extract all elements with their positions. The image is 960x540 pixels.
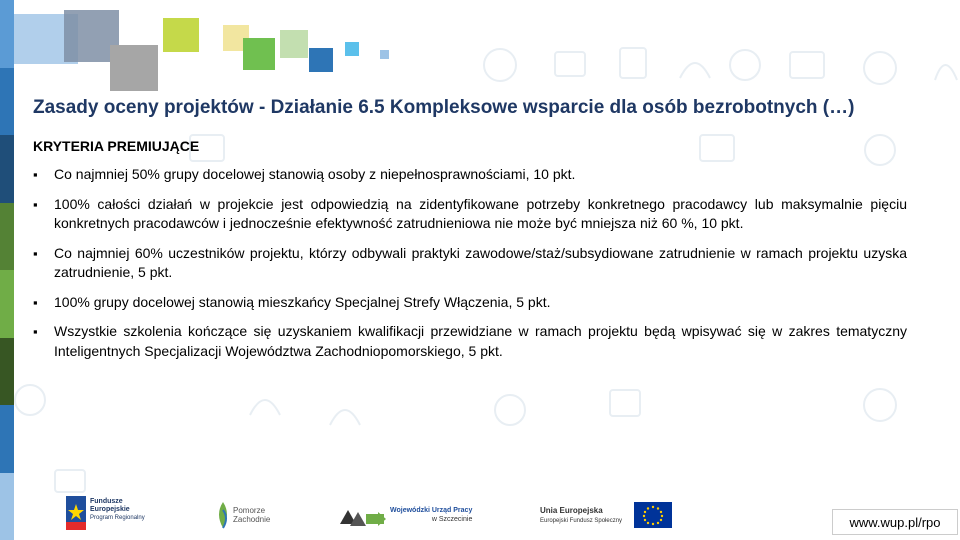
page-title: Zasady oceny projektów - Działanie 6.5 Kompleksowe wsparcie dla osób bezrobotnych (…) [33,97,855,118]
ue-line2: Europejski Fundusz Społeczny [540,518,623,524]
fe-line3: Program Regionalny [90,515,145,521]
fe-line2: Europejskie [90,506,130,513]
atom-icon [730,50,760,80]
wup-blocks-icon [338,502,386,528]
leaf-icon [330,410,360,425]
criteria-item: ▪ 100% całości działań w projekcie jest odpowiedzią na zidentyfikowane potrzeby konkretnego pracodawcy lub maksymalnie pięciu konkretnych pracodawców i jednocześnie efektywność zatrudnieniowa nie może być mniejsza niż 60 %, 10 pkt. [33,195,907,234]
wup-line2: w Szczecinie [431,516,473,523]
atom-icon [864,389,896,421]
leaf-icon [250,400,280,415]
recycle-icon [484,49,516,81]
recycle-icon [15,385,45,415]
criteria-item: ▪ 100% grupy docelowej stanowią mieszkańcy Specjalnej Strefy Włączenia, 5 pkt. [33,293,907,313]
briefcase-icon [700,135,734,161]
eu-flag-icon [634,502,672,528]
fundusze-europejskie-logo [66,496,186,532]
website-link[interactable]: www.wup.pl/rpo [832,509,958,535]
leaf-icon [935,65,957,80]
box-icon [555,52,585,76]
leaf-icon [680,63,710,78]
atom-icon [865,135,895,165]
criteria-item: ▪ Wszystkie szkolenia kończące się uzyskaniem kwalifikacji przewidziane w ramach projektu będą wpisywać się w zakres tematyczny Inteligentnych Specjalizacji Województwa Zachodniopomorskiego, 5 pkt. [33,322,907,361]
criteria-item: ▪ Co najmniej 50% grupy docelowej stanowią osoby z niepełnosprawnościami, 10 pkt. [33,165,907,185]
pomorze-line1: Pomorze [233,506,266,515]
pomorze-line2: Zachodnie [233,515,271,524]
ue-line1: Unia Europejska [540,506,603,515]
unia-europejska-logo [540,502,680,532]
chat-icon [790,52,824,78]
pomorze-zachodnie-logo [215,500,285,534]
criteria-item: ▪ Co najmniej 60% uczestników projektu, którzy odbywali praktyki zawodowe/staż/subsydiowane zatrudnienie w ramach projektu uzyska zatrudnienie, 5 pkt. [33,244,907,283]
wup-line1: Wojewódzki Urząd Pracy [390,507,473,514]
briefcase-icon [610,390,640,416]
criteria-list [33,165,907,371]
chart-icon [55,470,85,492]
bus-icon [620,48,646,78]
fan-icon [864,52,896,84]
footer-logos [0,490,960,540]
fe-line1: Fundusze [90,498,123,505]
pomorze-leaf-icon [215,500,231,530]
section-heading: KRYTERIA PREMIUJĄCE [33,138,200,154]
recycle-icon [495,395,525,425]
wup-szczecin-logo [338,502,483,532]
fe-star-icon [66,496,86,530]
